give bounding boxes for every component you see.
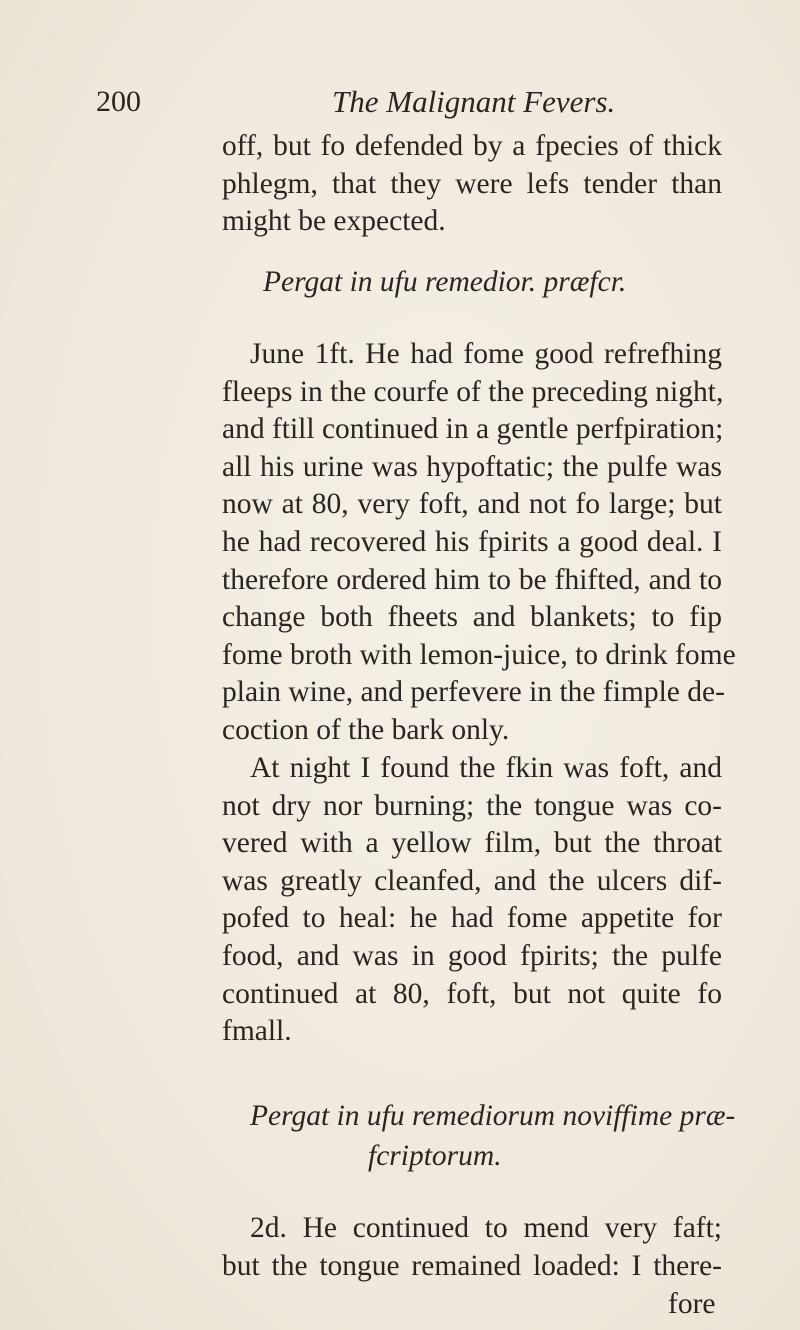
text-line: not dry nor burning; the tongue was co-: [222, 789, 722, 822]
text-line: off, but fo defended by a fpecies of thick: [222, 130, 722, 162]
text-line: continued at 80, foft, but not quite fo: [222, 977, 722, 1010]
text-line: fleeps in the courfe of the preceding night,: [222, 375, 724, 408]
text-line: fome broth with lemon-juice, to drink fome: [222, 638, 736, 671]
text-line: he had recovered his fpirits a good deal. I: [222, 525, 722, 558]
text-line: vered with a yellow film, but the throat: [222, 827, 722, 860]
text-line: 2d. He continued to mend very faft;: [250, 1212, 722, 1244]
prescription-heading-2-line-2: fcriptorum.: [368, 1140, 502, 1172]
text-line: was greatly cleanfed, and the ulcers dif-: [222, 864, 722, 897]
text-line: June 1ft. He had fome good refrefhing: [250, 338, 722, 370]
paragraph-june-first: [222, 336, 736, 750]
text-line: At night I found the fkin was foft, and: [250, 752, 722, 784]
page-header: [0, 82, 800, 122]
catchword: fore: [668, 1288, 716, 1320]
prescription-heading-2-line-1: Pergat in ufu remediorum noviffime præ-: [250, 1100, 736, 1132]
text-line: pofed to heal: he had fome appetite for: [222, 902, 722, 935]
text-line: but the tongue remained loaded: I there-: [222, 1249, 722, 1282]
text-line: fmall.: [222, 1015, 292, 1048]
text-line: coction of the bark only.: [222, 713, 510, 746]
text-line: and ftill continued in a gentle perfpiration;: [222, 413, 724, 446]
page-number: 200: [96, 85, 141, 118]
paragraph-second-day: [222, 1210, 722, 1285]
text-line: now at 80, very foft, and not fo large; but: [222, 488, 722, 521]
text-line: change both fheets and blankets; to fip: [222, 601, 722, 634]
text-line: therefore ordered him to be fhifted, and to: [222, 563, 722, 596]
text-line: plain wine, and perfevere in the fimple de-: [222, 676, 725, 709]
text-line: all his urine was hypoftatic; the pulfe was: [222, 450, 722, 483]
text-line: phlegm, that they were lefs tender than: [222, 167, 722, 200]
text-line: might be expected.: [222, 205, 446, 238]
paragraph-continuation: [222, 128, 722, 241]
prescription-heading-1: Pergat in ufu remedior. præfcr.: [263, 266, 627, 298]
running-title: The Malignant Fevers.: [332, 84, 616, 119]
text-line: food, and was in good fpirits; the pulfe: [222, 939, 722, 972]
paragraph-at-night: [222, 750, 722, 1051]
